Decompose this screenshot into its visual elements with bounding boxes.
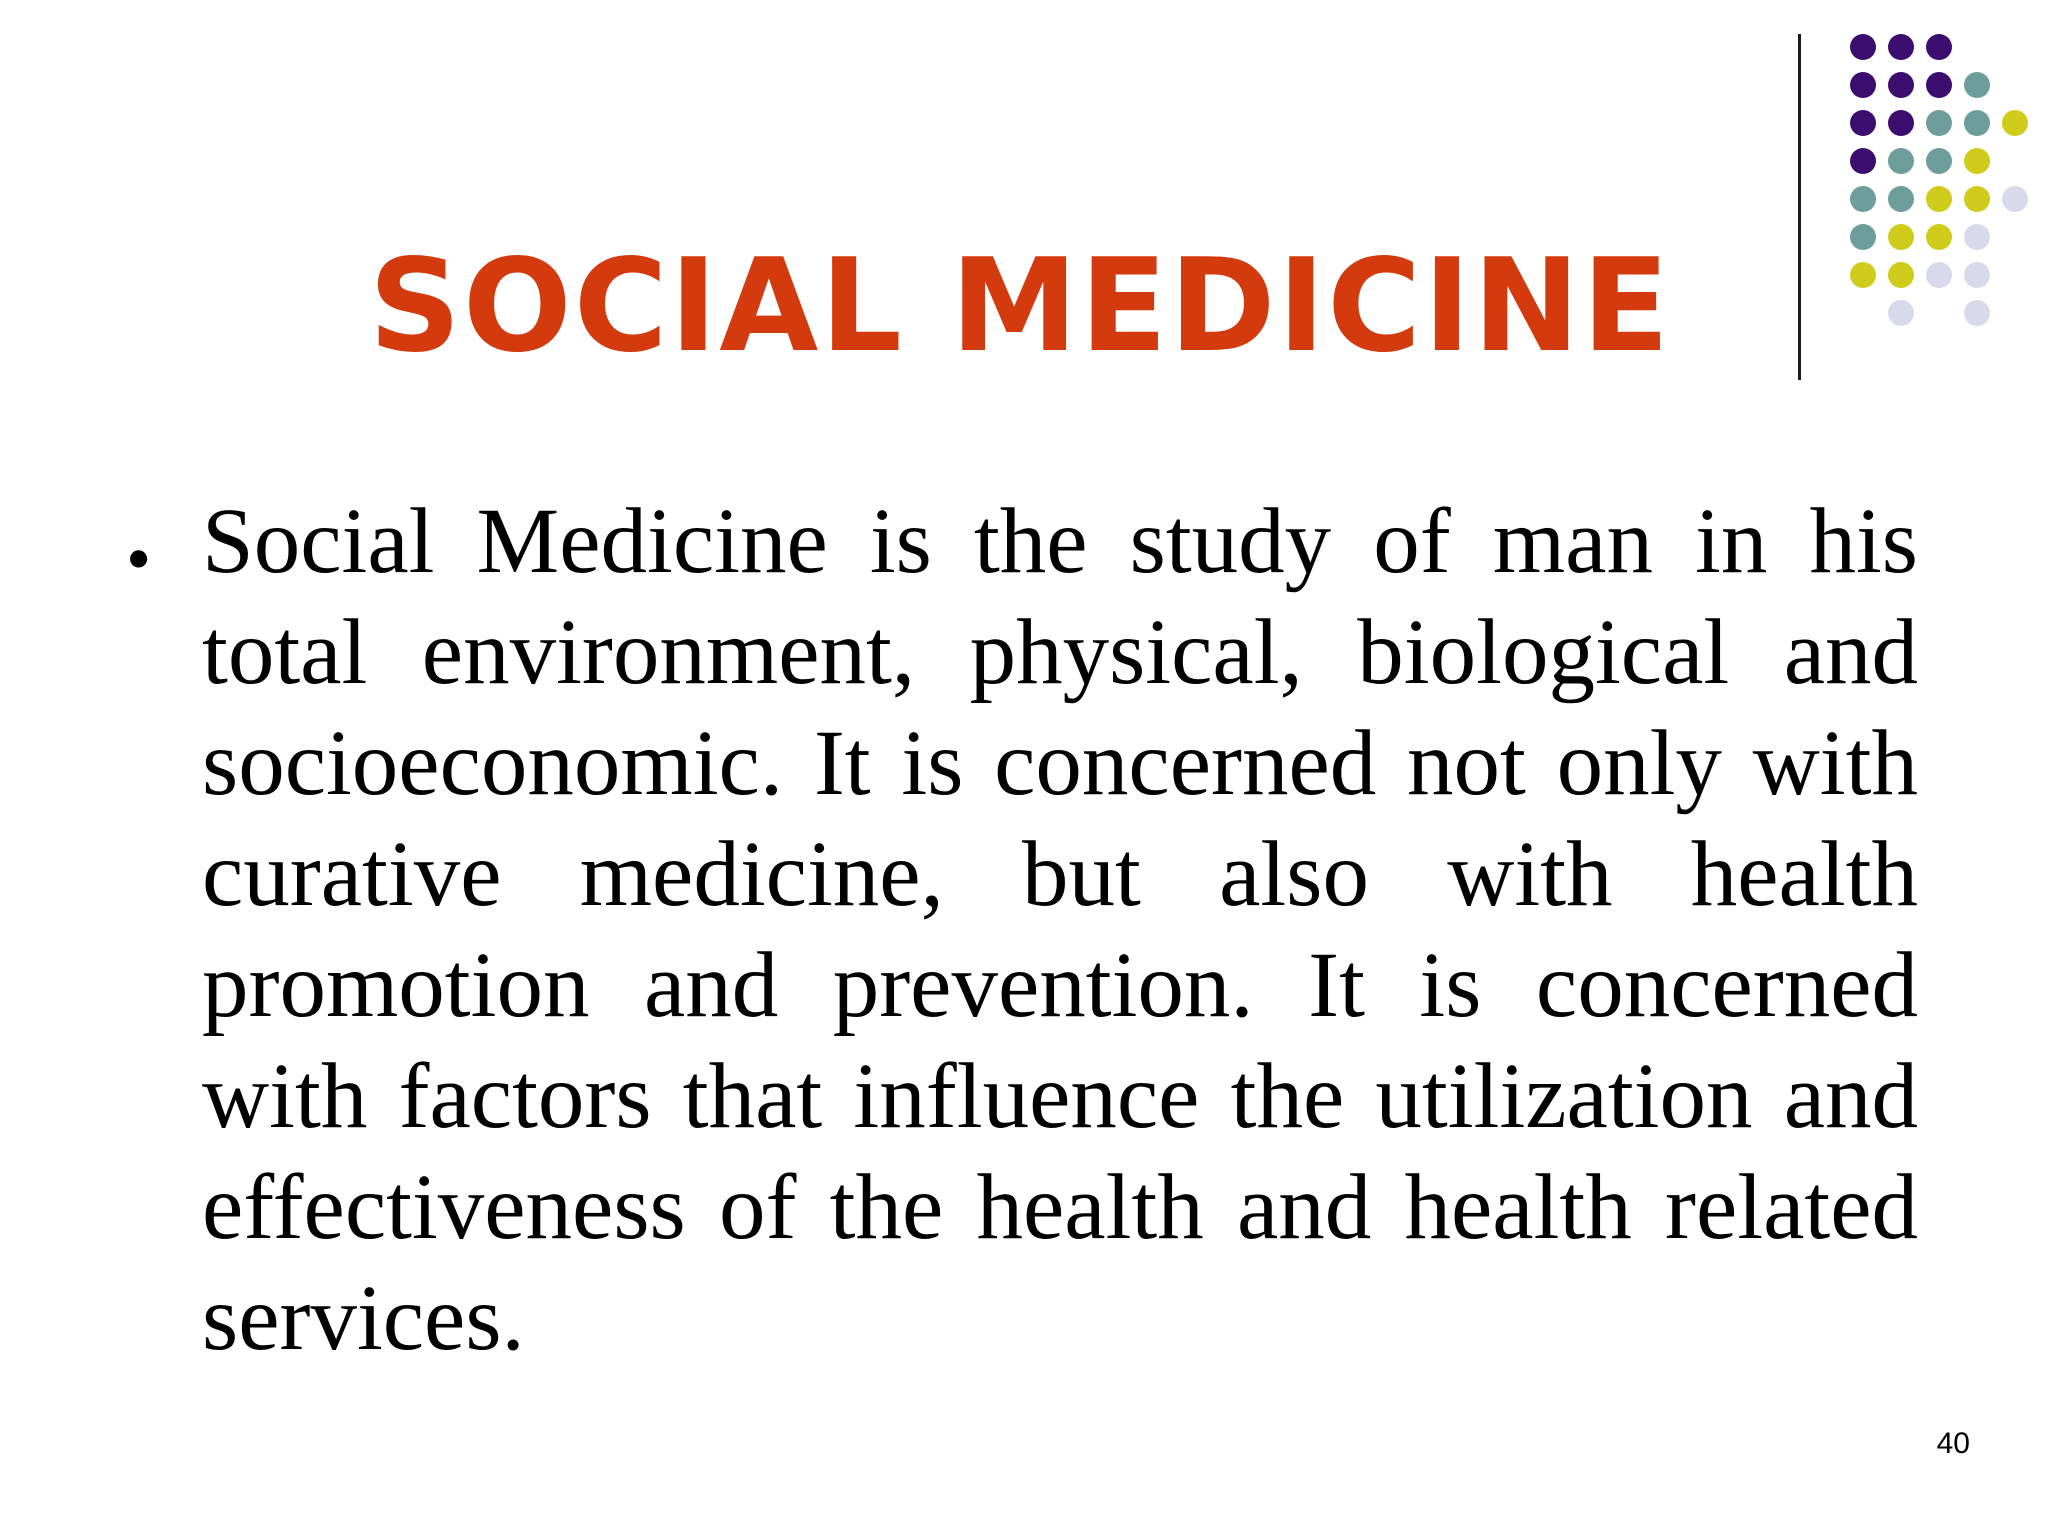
dot bbox=[1888, 186, 1914, 212]
dot bbox=[1888, 148, 1914, 174]
dot bbox=[1964, 72, 1990, 98]
dot bbox=[1888, 72, 1914, 98]
dot bbox=[1964, 148, 1990, 174]
dot bbox=[2002, 110, 2028, 136]
dot bbox=[1926, 110, 1952, 136]
page-number: 40 bbox=[1936, 1427, 1970, 1460]
dot bbox=[1964, 110, 1990, 136]
dot bbox=[1926, 186, 1952, 212]
dot bbox=[1888, 34, 1914, 60]
dot bbox=[1888, 110, 1914, 136]
slide-title: SOCIAL MEDICINE bbox=[368, 232, 1672, 381]
dot bbox=[1850, 34, 1876, 60]
dot bbox=[1850, 148, 1876, 174]
dot bbox=[1926, 34, 1952, 60]
dot bbox=[1964, 186, 1990, 212]
bullet-icon: • bbox=[126, 519, 152, 599]
dot bbox=[2002, 186, 2028, 212]
bullet-text: Social Medicine is the study of man in his total environment, physical, biological and socioeconomic. It is concerned not only with curative medicine, but also with health promotion and prevention. It is concerned with factors that influence the utilization and effectiveness of the health and health related services. bbox=[202, 490, 1918, 1370]
dot bbox=[1926, 148, 1952, 174]
dot bbox=[1850, 110, 1876, 136]
dot bbox=[1850, 72, 1876, 98]
dot bbox=[1926, 72, 1952, 98]
dot bbox=[1850, 186, 1876, 212]
